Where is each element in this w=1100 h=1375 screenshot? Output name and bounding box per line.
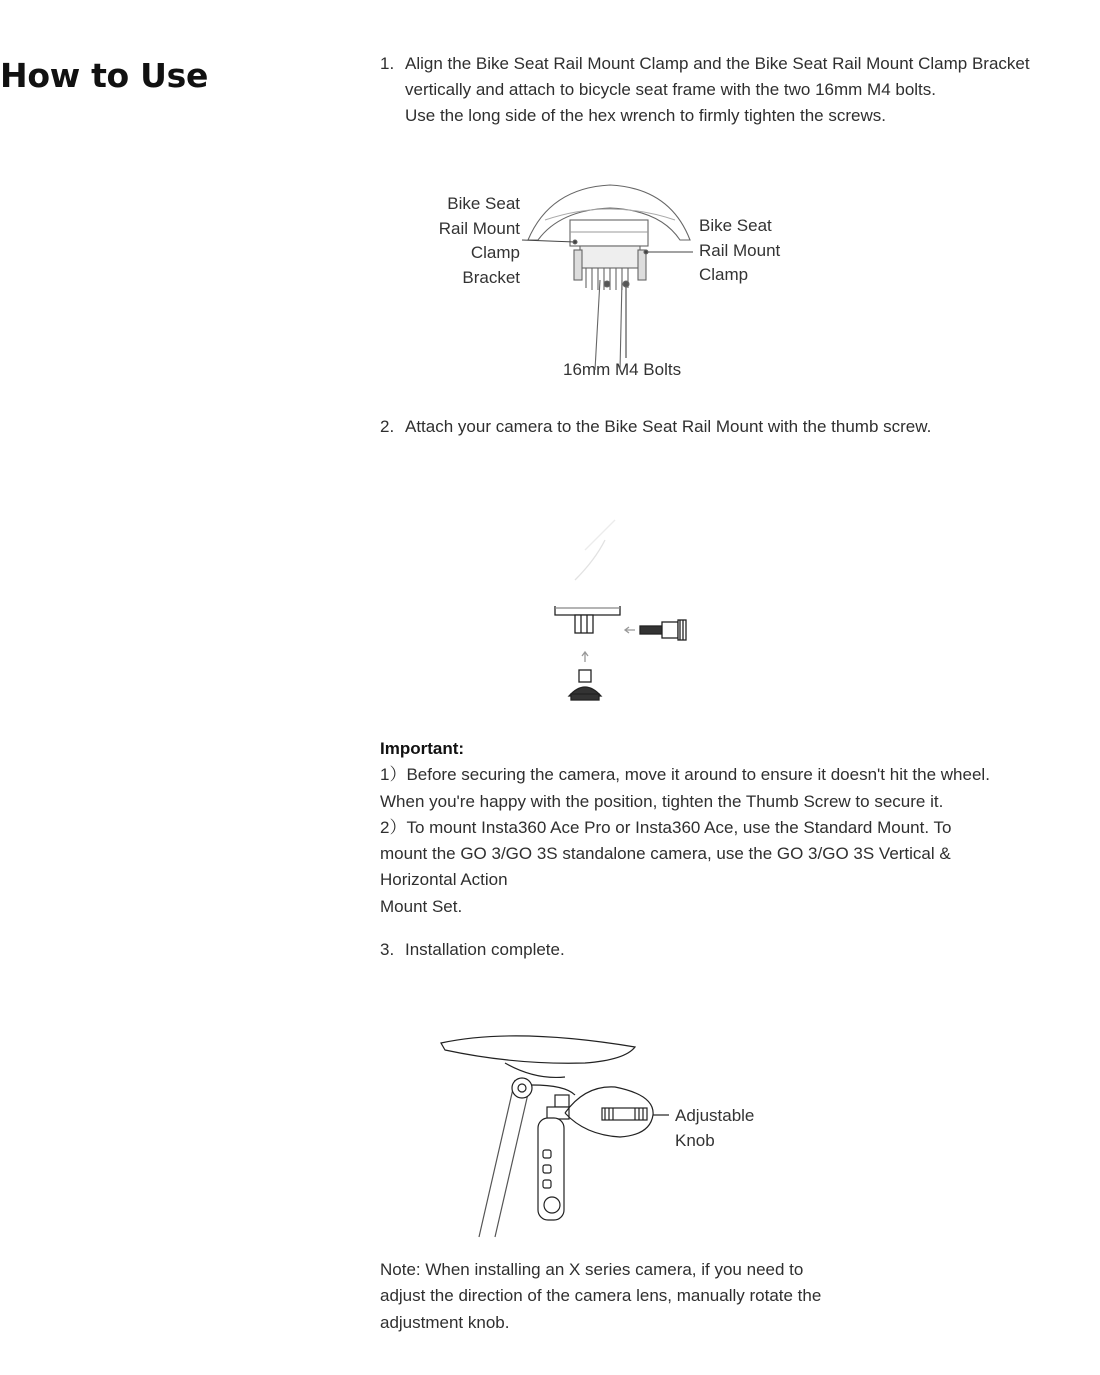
label-clamp: Bike Seat Rail Mount Clamp	[699, 216, 781, 284]
step-2-text: Attach your camera to the Bike Seat Rail Mount with the thumb screw.	[405, 417, 932, 436]
page-title: How to Use	[0, 56, 209, 95]
label-bolts: 16mm M4 Bolts	[563, 360, 682, 379]
step-3	[380, 937, 565, 963]
label-clamp-bracket: Bike Seat Rail Mount Clamp Bracket	[438, 194, 520, 287]
step-1-text: Align the Bike Seat Rail Mount Clamp and the Bike Seat Rail Mount Clamp Bracket vertically and attach to bicycle seat frame with the two 16mm M4 bolts. Use the long side of the hex wrench to firmly tighten the screws.	[405, 54, 1030, 125]
step-3-text: Installation complete.	[405, 940, 565, 959]
step-3-number: 3.	[380, 940, 395, 959]
step-2-number: 2.	[380, 417, 395, 436]
step-2	[380, 414, 931, 440]
installed-illustration	[435, 1025, 835, 1240]
thumb-screw-diagram	[545, 480, 725, 710]
important-notice	[380, 736, 1060, 920]
step-1-number: 1.	[380, 54, 395, 73]
step-1	[380, 51, 1030, 129]
important-item-1: 1）Before securing the camera, move it around to ensure it doesn't hit the wheel. When you're happy with the position, tighten the Thumb Screw to secure it.	[380, 765, 990, 811]
important-heading: Important:	[380, 739, 465, 758]
label-adjustable-knob: Adjustable Knob	[675, 1106, 755, 1150]
clamp-diagram	[410, 180, 830, 390]
installed-diagram	[435, 1025, 835, 1240]
important-item-2: 2）To mount Insta360 Ace Pro or Insta360 Ace, use the Standard Mount. To mount the GO 3/GO 3S standalone camera, use the GO 3/GO 3S Vertical & Horizontal Action Mount Set.	[380, 817, 952, 916]
note-text: Note: When installing an X series camera, if you need to adjust the direction of the camera lens, manually rotate the adjustment knob.	[380, 1260, 822, 1332]
seat-clamp-illustration	[410, 180, 830, 390]
